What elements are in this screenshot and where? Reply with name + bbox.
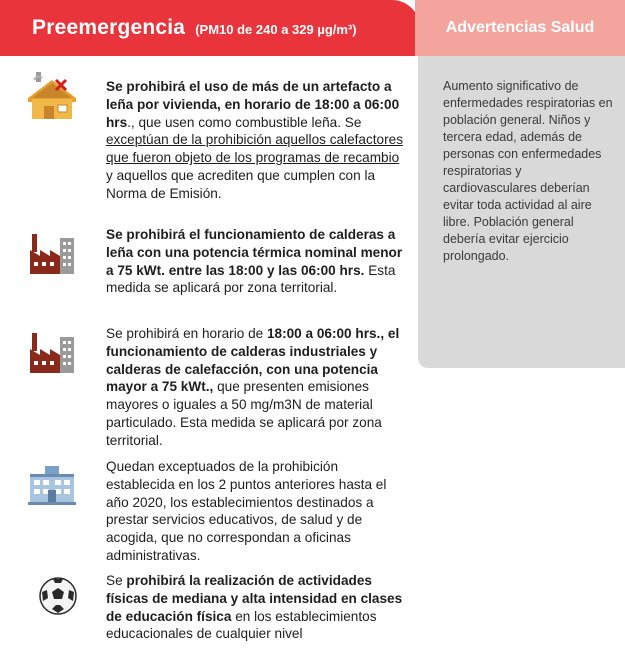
building-icon bbox=[26, 462, 78, 514]
measure-text-4: Quedan exceptuados de la prohibición establecida en los 2 puntos anteriores hasta el año 2020, los establecimientos destinados a prestar servicios educativos, de salud y de acogida, que no correspondan a oficinas administrativas. bbox=[106, 459, 387, 563]
health-warnings-title: Advertencias Salud bbox=[445, 19, 595, 36]
health-warnings-header bbox=[415, 0, 625, 56]
factory-icon bbox=[26, 226, 78, 278]
measure-text-5: Se prohibirá la realización de actividades físicas de mediana y alta intensidad en clases de educación física en los establecimientos educacionales de cualquier nivel bbox=[106, 573, 403, 642]
page-title: Preemergencia bbox=[32, 16, 186, 39]
factory-icon bbox=[26, 325, 78, 377]
house-fire-icon bbox=[26, 68, 78, 120]
health-warnings-text: Aumento significativo de enfermedades respiratorias en población general. Niños y tercera edad, además de personas con enfermedades respiratorias y cardiovasculares deberían evitar toda actividad al aire libre. Población general debería evitar ejercicio prolongado. bbox=[443, 79, 613, 263]
measure-text-1: Se prohibirá el uso de más de un artefacto a leña por vivienda, en horario de 18:00 a 06:00 hrs., que usen como combustible leña. Se exceptúan de la prohibición aquellos calefactores que fueron objeto de los programas de recambio y aquellos que acrediten que cumplen con la Norma de Emisión. bbox=[106, 79, 403, 201]
header-banner bbox=[0, 0, 420, 56]
measure-text-3: Se prohibirá en horario de 18:00 a 06:00 hrs., el funcionamiento de calderas industriales y calderas de calefacción, con una potencia mayor a 75 kWt., que presenten emisiones mayores o iguales a 50 mg/m3N de material particulado. Esta medida se aplicará por zona territorial. bbox=[106, 326, 400, 448]
measure-text-2: Se prohibirá el funcionamiento de calderas a leña con una potencia térmica nominal menor a 75 kWt. entre las 18:00 y las 06:00 hrs. Esta medida se aplicará por zona territorial. bbox=[106, 227, 403, 296]
soccer-ball-icon bbox=[38, 576, 78, 616]
exception-link[interactable]: exceptúan de la prohibición aquellos calefactores que fueron objeto de los programas de recambio bbox=[106, 132, 403, 166]
page-subtitle: (PM10 de 240 a 329 µg/m³) bbox=[195, 22, 357, 37]
